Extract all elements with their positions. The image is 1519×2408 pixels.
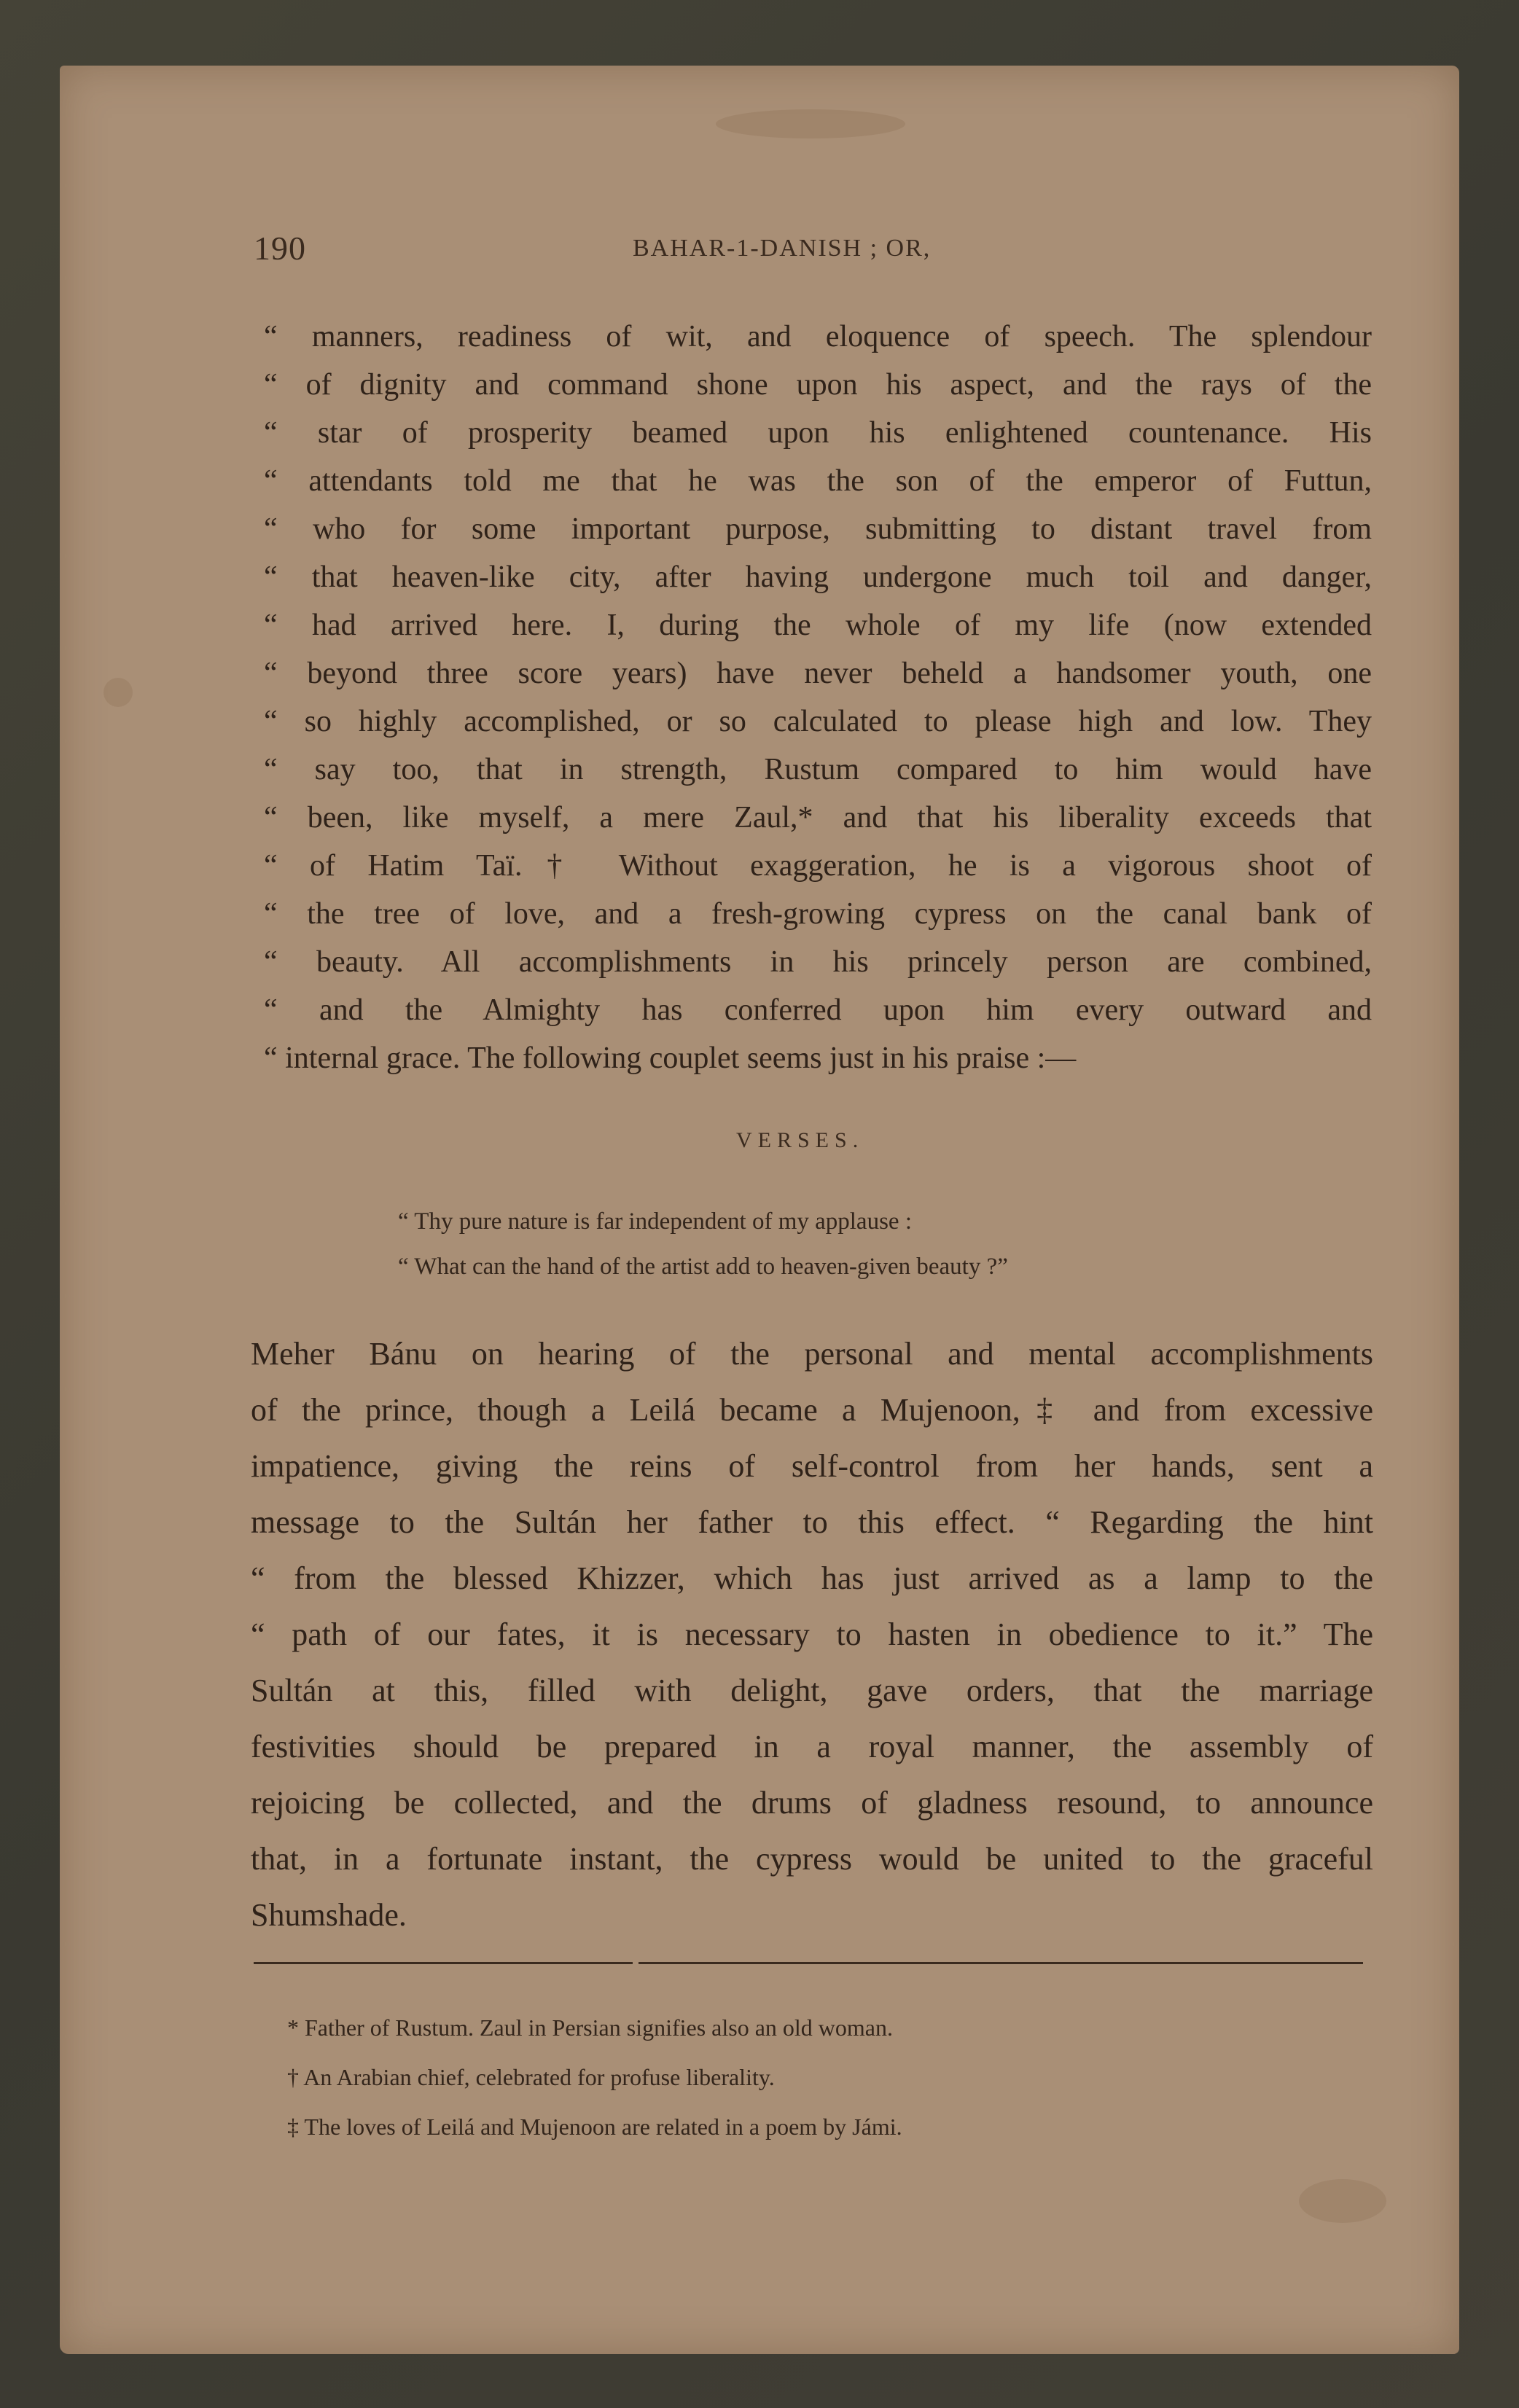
text-line: “ been, like myself, a mere Zaul,* and that his liberality exceeds that [264, 801, 1372, 834]
text-line: “ of dignity and command shone upon his aspect, and the rays of the [264, 368, 1372, 402]
footnote-divider [639, 1962, 1363, 1964]
text-line: “ say too, that in strength, Rustum compared to him would have [264, 753, 1372, 786]
text-line: “ attendants told me that he was the son of the emperor of Futtun, [264, 464, 1372, 498]
verses-heading: VERSES. [736, 1128, 864, 1152]
text-line: of the prince, though a Leilá became a Mujenoon,‡ and from excessive [251, 1392, 1373, 1428]
footnote-divider [254, 1962, 633, 1964]
text-line: that, in a fortunate instant, the cypress would be united to the graceful [251, 1841, 1373, 1877]
footnote: ‡ The loves of Leilá and Mujenoon are related in a poem by Jámi. [287, 2114, 902, 2140]
text-line: “ beyond three score years) have never beheld a handsomer youth, one [264, 657, 1372, 690]
text-line: “ so highly accomplished, or so calculated to please high and low. They [264, 705, 1372, 738]
text-line: “ and the Almighty has conferred upon him every outward and [264, 993, 1372, 1027]
paper-stain [104, 678, 133, 707]
text-line: “ path of our fates, it is necessary to hasten in obedience to it.” The [251, 1617, 1373, 1652]
text-line: “ manners, readiness of wit, and eloquence of speech. The splendour [264, 320, 1372, 353]
text-line: “ had arrived here. I, during the whole of my life (now extended [264, 609, 1372, 642]
verse-line: “ Thy pure nature is far independent of my applause : [398, 1208, 912, 1235]
page-number: 190 [254, 230, 306, 267]
text-line: “ that heaven-like city, after having undergone much toil and danger, [264, 560, 1372, 594]
footnote: † An Arabian chief, celebrated for profuse liberality. [287, 2064, 775, 2090]
text-line: “ from the blessed Khizzer, which has just arrived as a lamp to the [251, 1560, 1373, 1596]
page-header [254, 229, 1376, 280]
verse-line: “ What can the hand of the artist add to heaven-given beauty ?” [398, 1254, 1008, 1280]
paper-stain [1299, 2179, 1386, 2223]
text-line: “ who for some important purpose, submitting to distant travel from [264, 512, 1372, 546]
text-line: “ beauty. All accomplishments in his princely person are combined, [264, 945, 1372, 979]
text-line: impatience, giving the reins of self-control from her hands, sent a [251, 1448, 1373, 1484]
text-line: rejoicing be collected, and the drums of gladness resound, to announce [251, 1785, 1373, 1821]
footnote: * Father of Rustum. Zaul in Persian signifies also an old woman. [287, 2014, 893, 2041]
text-line: “ star of prosperity beamed upon his enlightened countenance. His [264, 416, 1372, 450]
text-line: festivities should be prepared in a royal manner, the assembly of [251, 1729, 1373, 1764]
paper-stain [716, 109, 905, 138]
text-line: Shumshade. [251, 1897, 407, 1933]
text-line: Meher Bánu on hearing of the personal and mental accomplishments [251, 1336, 1373, 1372]
text-line: “ of Hatim Taï.† Without exaggeration, he is a vigorous shoot of [264, 849, 1372, 883]
running-head: BAHAR-1-DANISH ; OR, [633, 235, 932, 262]
text-line: “ the tree of love, and a fresh-growing cypress on the canal bank of [264, 897, 1372, 931]
text-line: Sultán at this, filled with delight, gave orders, that the marriage [251, 1673, 1373, 1708]
text-line: “ internal grace. The following couplet seems just in his praise :— [264, 1041, 1077, 1075]
text-line: message to the Sultán her father to this effect. “ Regarding the hint [251, 1504, 1373, 1540]
